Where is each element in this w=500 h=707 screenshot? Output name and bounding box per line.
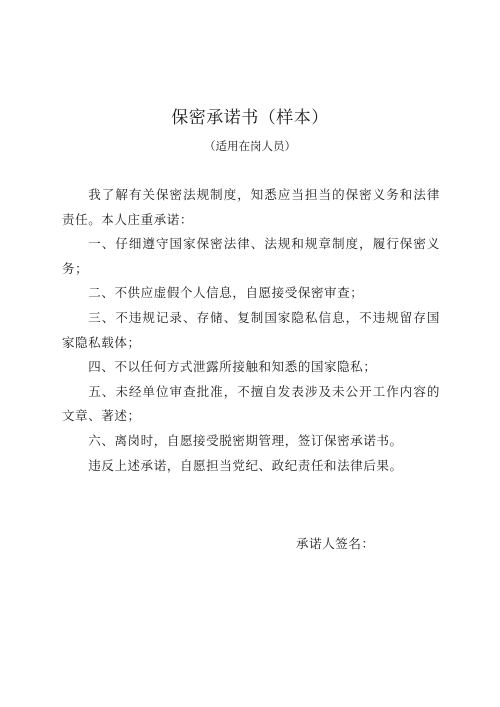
commitment-item-6: 六、离岗时，自愿接受脱密期管理，签订保密承诺书。 bbox=[88, 432, 403, 448]
commitment-item-4: 四、不以任何方式泄露所接触和知悉的国家隐私； bbox=[88, 359, 377, 375]
commitment-item-3: 三、不违规记录、存储、复制国家隐私信息，不违规留存国家隐私载体； bbox=[62, 309, 440, 350]
document-subtitle: （适用在岗人员） bbox=[204, 139, 296, 153]
commitment-item-2: 二、不供应虚假个人信息，自愿接受保密审查； bbox=[88, 285, 364, 301]
signature-label: 承诺人签名： bbox=[296, 536, 375, 551]
document-body bbox=[62, 183, 440, 478]
closing-paragraph: 违反上述承诺，自愿担当党纪、政纪责任和法律后果。 bbox=[88, 457, 403, 473]
document-title: 保密承诺书（样本） bbox=[171, 108, 329, 128]
commitment-item-5: 五、未经单位审查批准，不擅自发表涉及未公开工作内容的文章、著述； bbox=[62, 383, 440, 424]
commitment-item-1: 一、仔细遵守国家保密法律、法规和规章制度，履行保密义务； bbox=[62, 236, 440, 276]
intro-paragraph: 我了解有关保密法规制度，知悉应当担当的保密义务和法律责任。本人庄重承诺： bbox=[62, 187, 440, 227]
